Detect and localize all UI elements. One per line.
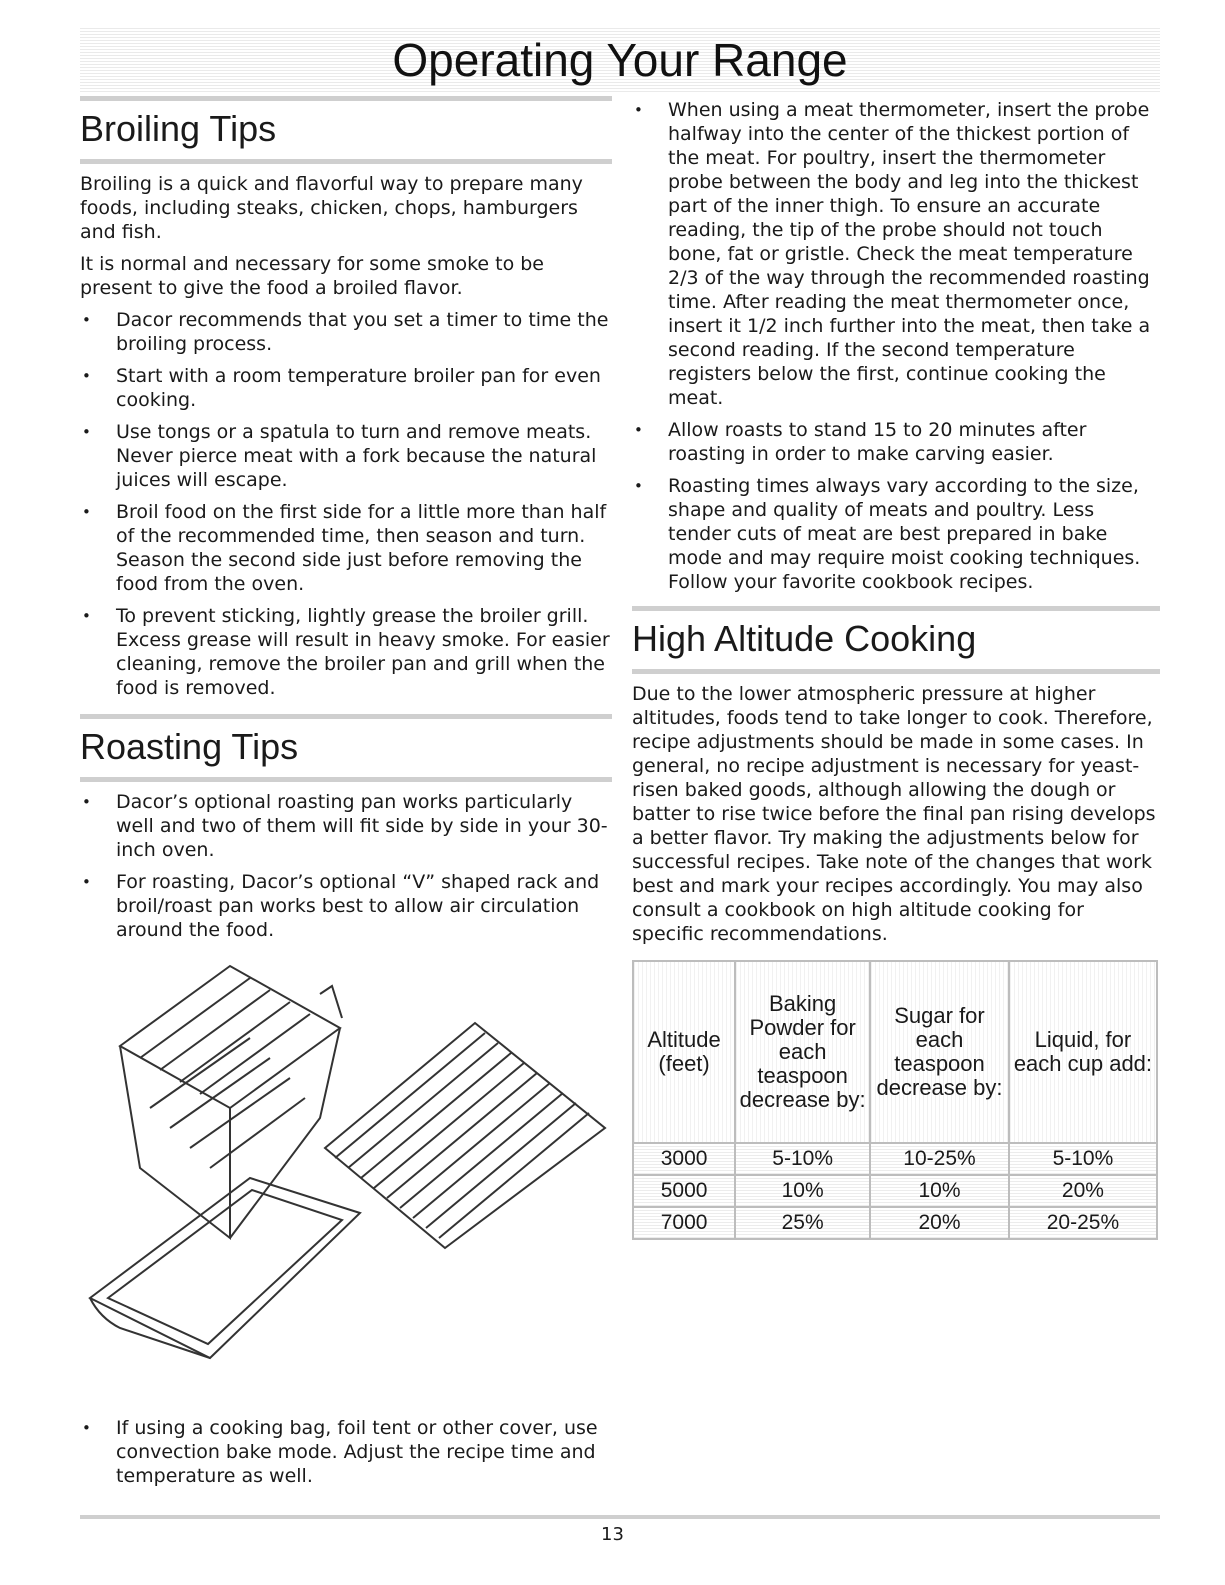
list-item: • If using a cooking bag, foil tent or other cover, use convection bake mode. Adjust the recipe time and temperature as well. xyxy=(80,1416,612,1488)
list-item: • Roasting times always vary according to the size, shape and quality of meats and poultry. Less tender cuts of meat are best prepared in bake mode and may require moist cooking techniques. Follow your favorite cookbook recipes. xyxy=(632,474,1160,594)
high-altitude-heading: High Altitude Cooking xyxy=(632,606,1160,674)
table-cell: 7000 xyxy=(633,1207,735,1239)
table-header-cell: Sugar for each teaspoon decrease by: xyxy=(870,961,1009,1143)
table-cell: 5-10% xyxy=(1009,1143,1157,1175)
list-item: • Allow roasts to stand 15 to 20 minutes after roasting in order to make carving easier. xyxy=(632,418,1160,466)
table-cell: 20% xyxy=(1009,1175,1157,1207)
table-cell: 3000 xyxy=(633,1143,735,1175)
table-header-row xyxy=(633,961,1157,1143)
roasting-pan-icon xyxy=(90,1178,360,1358)
broiler-grill-icon xyxy=(325,1023,605,1248)
table-cell: 10% xyxy=(870,1175,1009,1207)
table-cell: 5000 xyxy=(633,1175,735,1207)
high-altitude-paragraph: Due to the lower atmospheric pressure at higher altitudes, foods tend to take longer to cook. Therefore, recipe adjustments should be made in some cases. In general, no recipe adjustment is necessary for yeast-risen baked goods, although allowing the dough or batter to rise twice before the final pan rising develops a better flavor. Try making the adjustments below for successful recipes. Take note of the changes that work best and mark your recipes accordingly. You may also consult a cookbook on high altitude cooking for specific recommendations. xyxy=(632,683,1156,945)
footer-divider xyxy=(80,1515,1160,1519)
table-row xyxy=(633,1175,1157,1207)
table-cell: 10% xyxy=(735,1175,870,1207)
broiling-tips-list xyxy=(80,308,612,700)
altitude-adjustment-table xyxy=(632,960,1158,1240)
list-item: • Use tongs or a spatula to turn and remove meats. Never pierce meat with a fork because the natural juices will escape. xyxy=(80,420,612,492)
table-cell: 20% xyxy=(870,1207,1009,1239)
roasting-tips-list-right xyxy=(632,98,1160,594)
table-cell: 25% xyxy=(735,1207,870,1239)
page-number: 13 xyxy=(601,1524,624,1545)
list-item: • To prevent sticking, lightly grease the broiler grill. Excess grease will result in heavy smoke. For easier cleaning, remove the broiler pan and grill when the food is removed. xyxy=(80,604,612,700)
table-header-cell: Altitude (feet) xyxy=(633,961,735,1143)
roasting-tips-list xyxy=(80,790,612,942)
table-row xyxy=(633,1143,1157,1175)
list-item: • Dacor’s optional roasting pan works particularly well and two of them will fit side by side in your 30-inch oven. xyxy=(80,790,612,862)
broiling-intro-paragraph: Broiling is a quick and flavorful way to prepare many foods, including steaks, chicken, chops, hamburgers and fish. xyxy=(80,173,583,243)
left-column xyxy=(80,96,612,1496)
page-title: Operating Your Range xyxy=(80,28,1160,92)
list-item: • Broil food on the first side for a little more than half of the recommended time, then season and turn. Season the second side just before removing the food from the oven. xyxy=(80,500,612,596)
list-item: • Start with a room temperature broiler pan for even cooking. xyxy=(80,364,612,412)
table-header-cell: Baking Powder for each teaspoon decrease by: xyxy=(735,961,870,1143)
roasting-tips-heading: Roasting Tips xyxy=(80,714,612,782)
list-item: • For roasting, Dacor’s optional “V” shaped rack and broil/roast pan works best to allow air circulation around the food. xyxy=(80,870,612,942)
table-header-cell: Liquid, for each cup add: xyxy=(1009,961,1157,1143)
broiling-smoke-paragraph: It is normal and necessary for some smoke to be present to give the food a broiled flavor. xyxy=(80,253,544,299)
roasting-tips-list-continued xyxy=(80,1416,612,1488)
table-row xyxy=(633,1207,1157,1239)
right-column xyxy=(632,96,1160,1240)
broiling-tips-heading: Broiling Tips xyxy=(80,96,612,164)
table-cell: 20-25% xyxy=(1009,1207,1157,1239)
roasting-rack-pan-illustration xyxy=(80,958,612,1398)
table-cell: 10-25% xyxy=(870,1143,1009,1175)
list-item: • Dacor recommends that you set a timer to time the broiling process. xyxy=(80,308,612,356)
table-cell: 5-10% xyxy=(735,1143,870,1175)
list-item: • When using a meat thermometer, insert the probe halfway into the center of the thickest portion of the meat. For poultry, insert the thermometer probe between the body and leg into the thickest part of the inner thigh. To ensure an accurate reading, the tip of the probe should not touch bone, fat or gristle. Check the meat temperature 2/3 of the way through the recommended roasting time. After reading the meat thermometer once, insert it 1/2 inch further into the meat, then take a second reading. If the second temperature registers below the first, continue cooking the meat. xyxy=(632,98,1160,410)
